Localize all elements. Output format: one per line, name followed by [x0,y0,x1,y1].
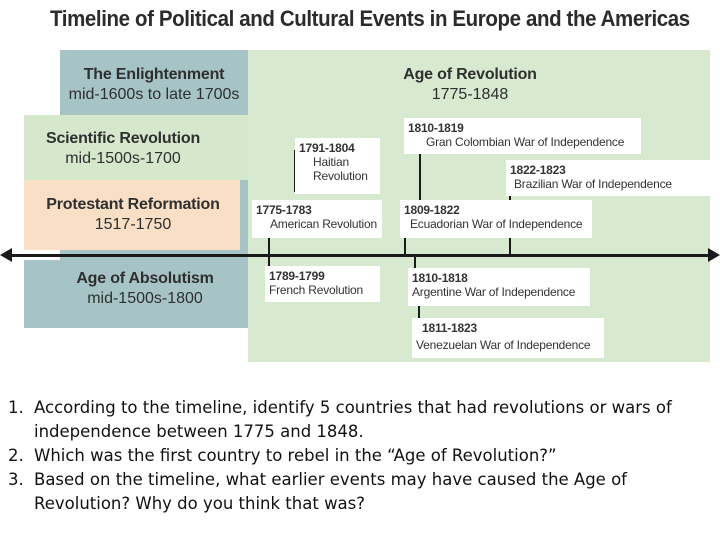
timeline-axis [8,254,710,257]
event-ecuadorian-war [400,200,592,238]
event-date: 1791-1804 [299,141,355,155]
event-date: 1809-1822 [404,203,460,217]
era-range: mid-1600s to late 1700s [68,86,240,103]
era-name: Age of Absolutism [76,270,214,287]
event-name: Venezuelan War of Independence [416,338,591,352]
event-date: 1810-1819 [408,121,464,135]
era-name: Scientific Revolution [45,130,201,147]
event-gran-colombian-war [404,118,641,154]
question-item [8,444,714,468]
event-american-revolution [252,200,382,238]
event-date: 1811-1823 [422,321,477,335]
event-name: American Revolution [270,217,377,231]
era-range: 1517-1750 [94,216,172,233]
event-date: 1822-1823 [510,163,566,177]
timeline-title: Timeline of Political and Cultural Events in Europe and the Americas [50,6,690,31]
era-name: The Enlightenment [83,66,225,83]
era-range: mid-1500s-1700 [65,150,181,167]
era-name: Age of Revolution [403,66,537,83]
event-name: Argentine War of Independence [412,285,576,299]
question-text: Based on the timeline, what earlier events may have caused the Age of Revolution? Why do you think that was? [34,470,627,513]
event-name: Brazilian War of Independence [514,177,672,191]
event-french-revolution [265,266,380,302]
question-number: 1. [8,398,24,417]
era-label-enlightenment [60,66,248,104]
event-haitian-revolution [295,138,380,194]
era-range: 1775-1848 [431,86,509,103]
event-name: Haitian Revolution [313,155,368,183]
event-name: Gran Colombian War of Independence [426,135,625,149]
event-brazilian-war [506,160,710,196]
arrow-left-icon [0,248,12,262]
question-list [8,396,714,516]
event-argentine-war [408,268,590,306]
question-item [8,396,714,444]
era-label-scientific-revolution [38,130,208,168]
era-label-protestant-reformation [38,196,228,234]
era-name: Protestant Reformation [46,196,220,213]
arrow-right-icon [708,248,720,262]
question-text: According to the timeline, identify 5 countries that had revolutions or wars of independence between 1775 and 1848. [34,398,672,441]
event-date: 1810-1818 [412,271,468,285]
event-date: 1789-1799 [269,269,325,283]
question-number: 3. [8,470,24,489]
event-name: French Revolution [269,283,363,297]
question-item [8,468,714,516]
question-number: 2. [8,446,24,465]
event-venezuelan-war [412,318,604,358]
question-text: Which was the first country to rebel in the “Age of Revolution?” [34,446,557,465]
event-date: 1775-1783 [256,203,312,217]
era-range: mid-1500s-1800 [87,290,203,307]
era-label-age-of-revolution [360,66,580,104]
era-label-absolutism [30,270,260,308]
event-name: Ecuadorian War of Independence [410,217,583,231]
